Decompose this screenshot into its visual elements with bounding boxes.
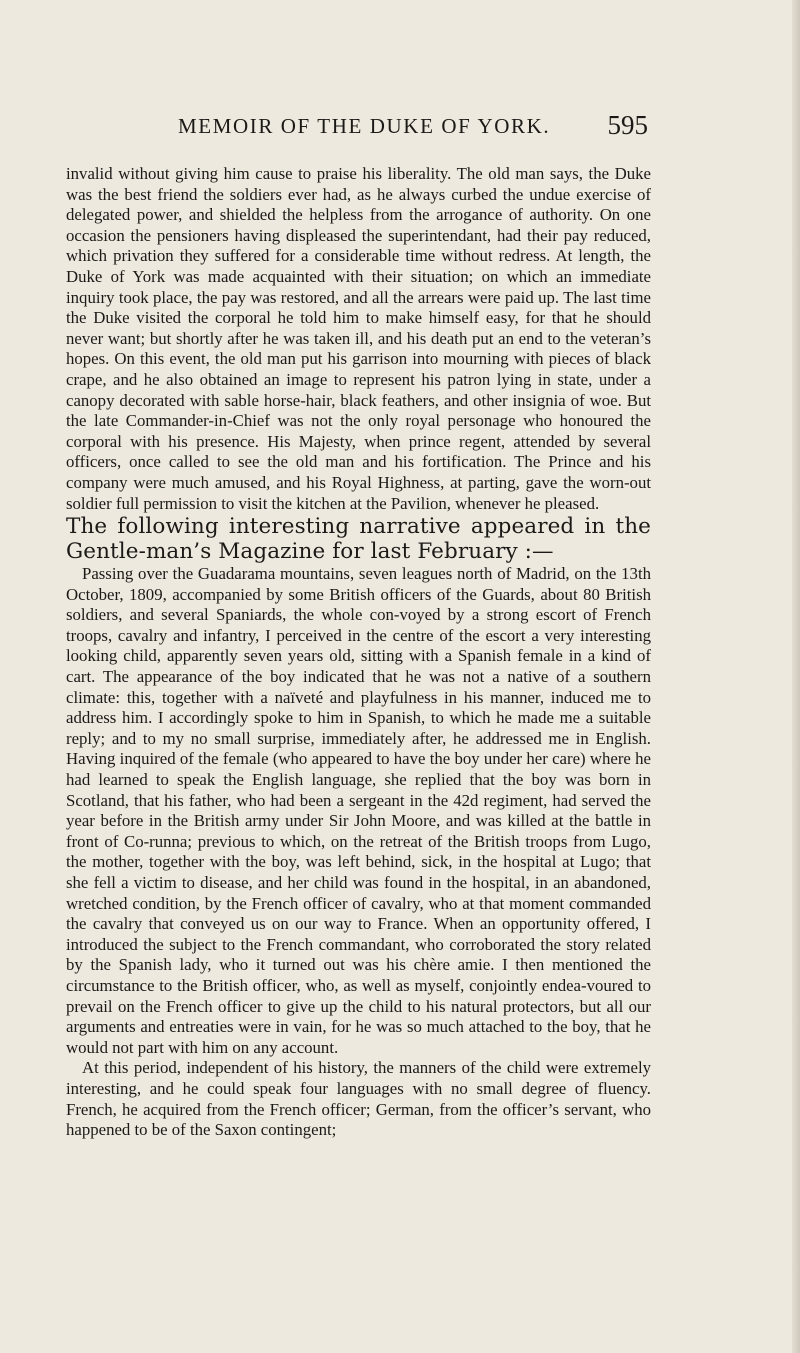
paragraph: At this period, independent of his history, the manners of the child were extremely interesting, and he could speak four languages with no small degree of fluency. French, he acquired from the French officer; German, from the officer’s servant, who happened to be of the Saxon contingent; [66, 1058, 651, 1140]
paragraph: invalid without giving him cause to praise his liberality. The old man says, the Duke was the best friend the soldiers ever had, as he always curbed the undue exercise of delegated power, and shielded the helpless from the arrogance of authority. On one occasion the pensioners having displeased the superintendant, had their pay reduced, which privation they suffered for a considerable time without redress. At length, the Duke of York was made acquainted with their situation; on which an immediate inquiry took place, the pay was restored, and all the arrears were paid up. The last time the Duke visited the corporal he told him to make himself easy, for that he should never want; but shortly after he was taken ill, and his death put an end to the veteran’s hopes. On this event, the old man put his garrison into mourning with pieces of black crape, and he also obtained an image to represent his patron lying in state, under a canopy decorated with sable horse-hair, black feathers, and other insignia of woe. But the late Commander-in-Chief was not the only royal personage who honoured the corporal with his presence. His Majesty, when prince regent, attended by several officers, once called to see the old man and his fortification. The Prince and his company were much amused, and his Royal Highness, at parting, gave the worn-out soldier full permission to visit the kitchen at the Pavilion, whenever he pleased. [66, 164, 651, 513]
body-text [66, 164, 651, 1141]
section-heading: The following interesting narrative appeared in the Gentle-man’s Magazine for last February :— [66, 514, 651, 565]
paragraph: Passing over the Guadarama mountains, seven leagues north of Madrid, on the 13th October, 1809, accompanied by some British officers of the Guards, about 80 British soldiers, and several Spaniards, the whole con-voyed by a strong escort of French troops, cavalry and infantry, I perceived in the centre of the escort a very interesting looking child, apparently seven years old, sitting with a Spanish female in a kind of cart. The appearance of the boy indicated that he was not a native of a southern climate: this, together with a naïveté and playfulness in his manner, induced me to address him. I accordingly spoke to him in Spanish, to which he made me a suitable reply; and to my no small surprise, immediately after, he addressed me in English. Having inquired of the female (who appeared to have the boy under her care) where he had learned to speak the English language, she replied that the boy was born in Scotland, that his father, who had been a sergeant in the 42d regiment, had served the year before in the British army under Sir John Moore, and was killed at the battle in front of Co-runna; previous to which, on the retreat of the British troops from Lugo, the mother, together with the boy, was left behind, sick, in the hospital at Lugo; that she fell a victim to disease, and her child was found in the hospital, in an abandoned, wretched condition, by the French officer of cavalry, who at that moment commanded the cavalry that conveyed us on our way to France. When an opportunity offered, I introduced the subject to the French commandant, who corroborated the story related by the Spanish lady, who it turned out was his chère amie. I then mentioned the circumstance to the British officer, who, as well as myself, conjointly endea-voured to prevail on the French officer to give up the child to his natural protectors, but all our arguments and entreaties were in vain, for he was so much attached to the boy, that he would not part with him on any account. [66, 564, 651, 1057]
page-edge [792, 0, 800, 1353]
running-title: MEMOIR OF THE DUKE OF YORK. [178, 114, 551, 138]
page-number: 595 [607, 110, 648, 140]
page-header [178, 108, 648, 148]
